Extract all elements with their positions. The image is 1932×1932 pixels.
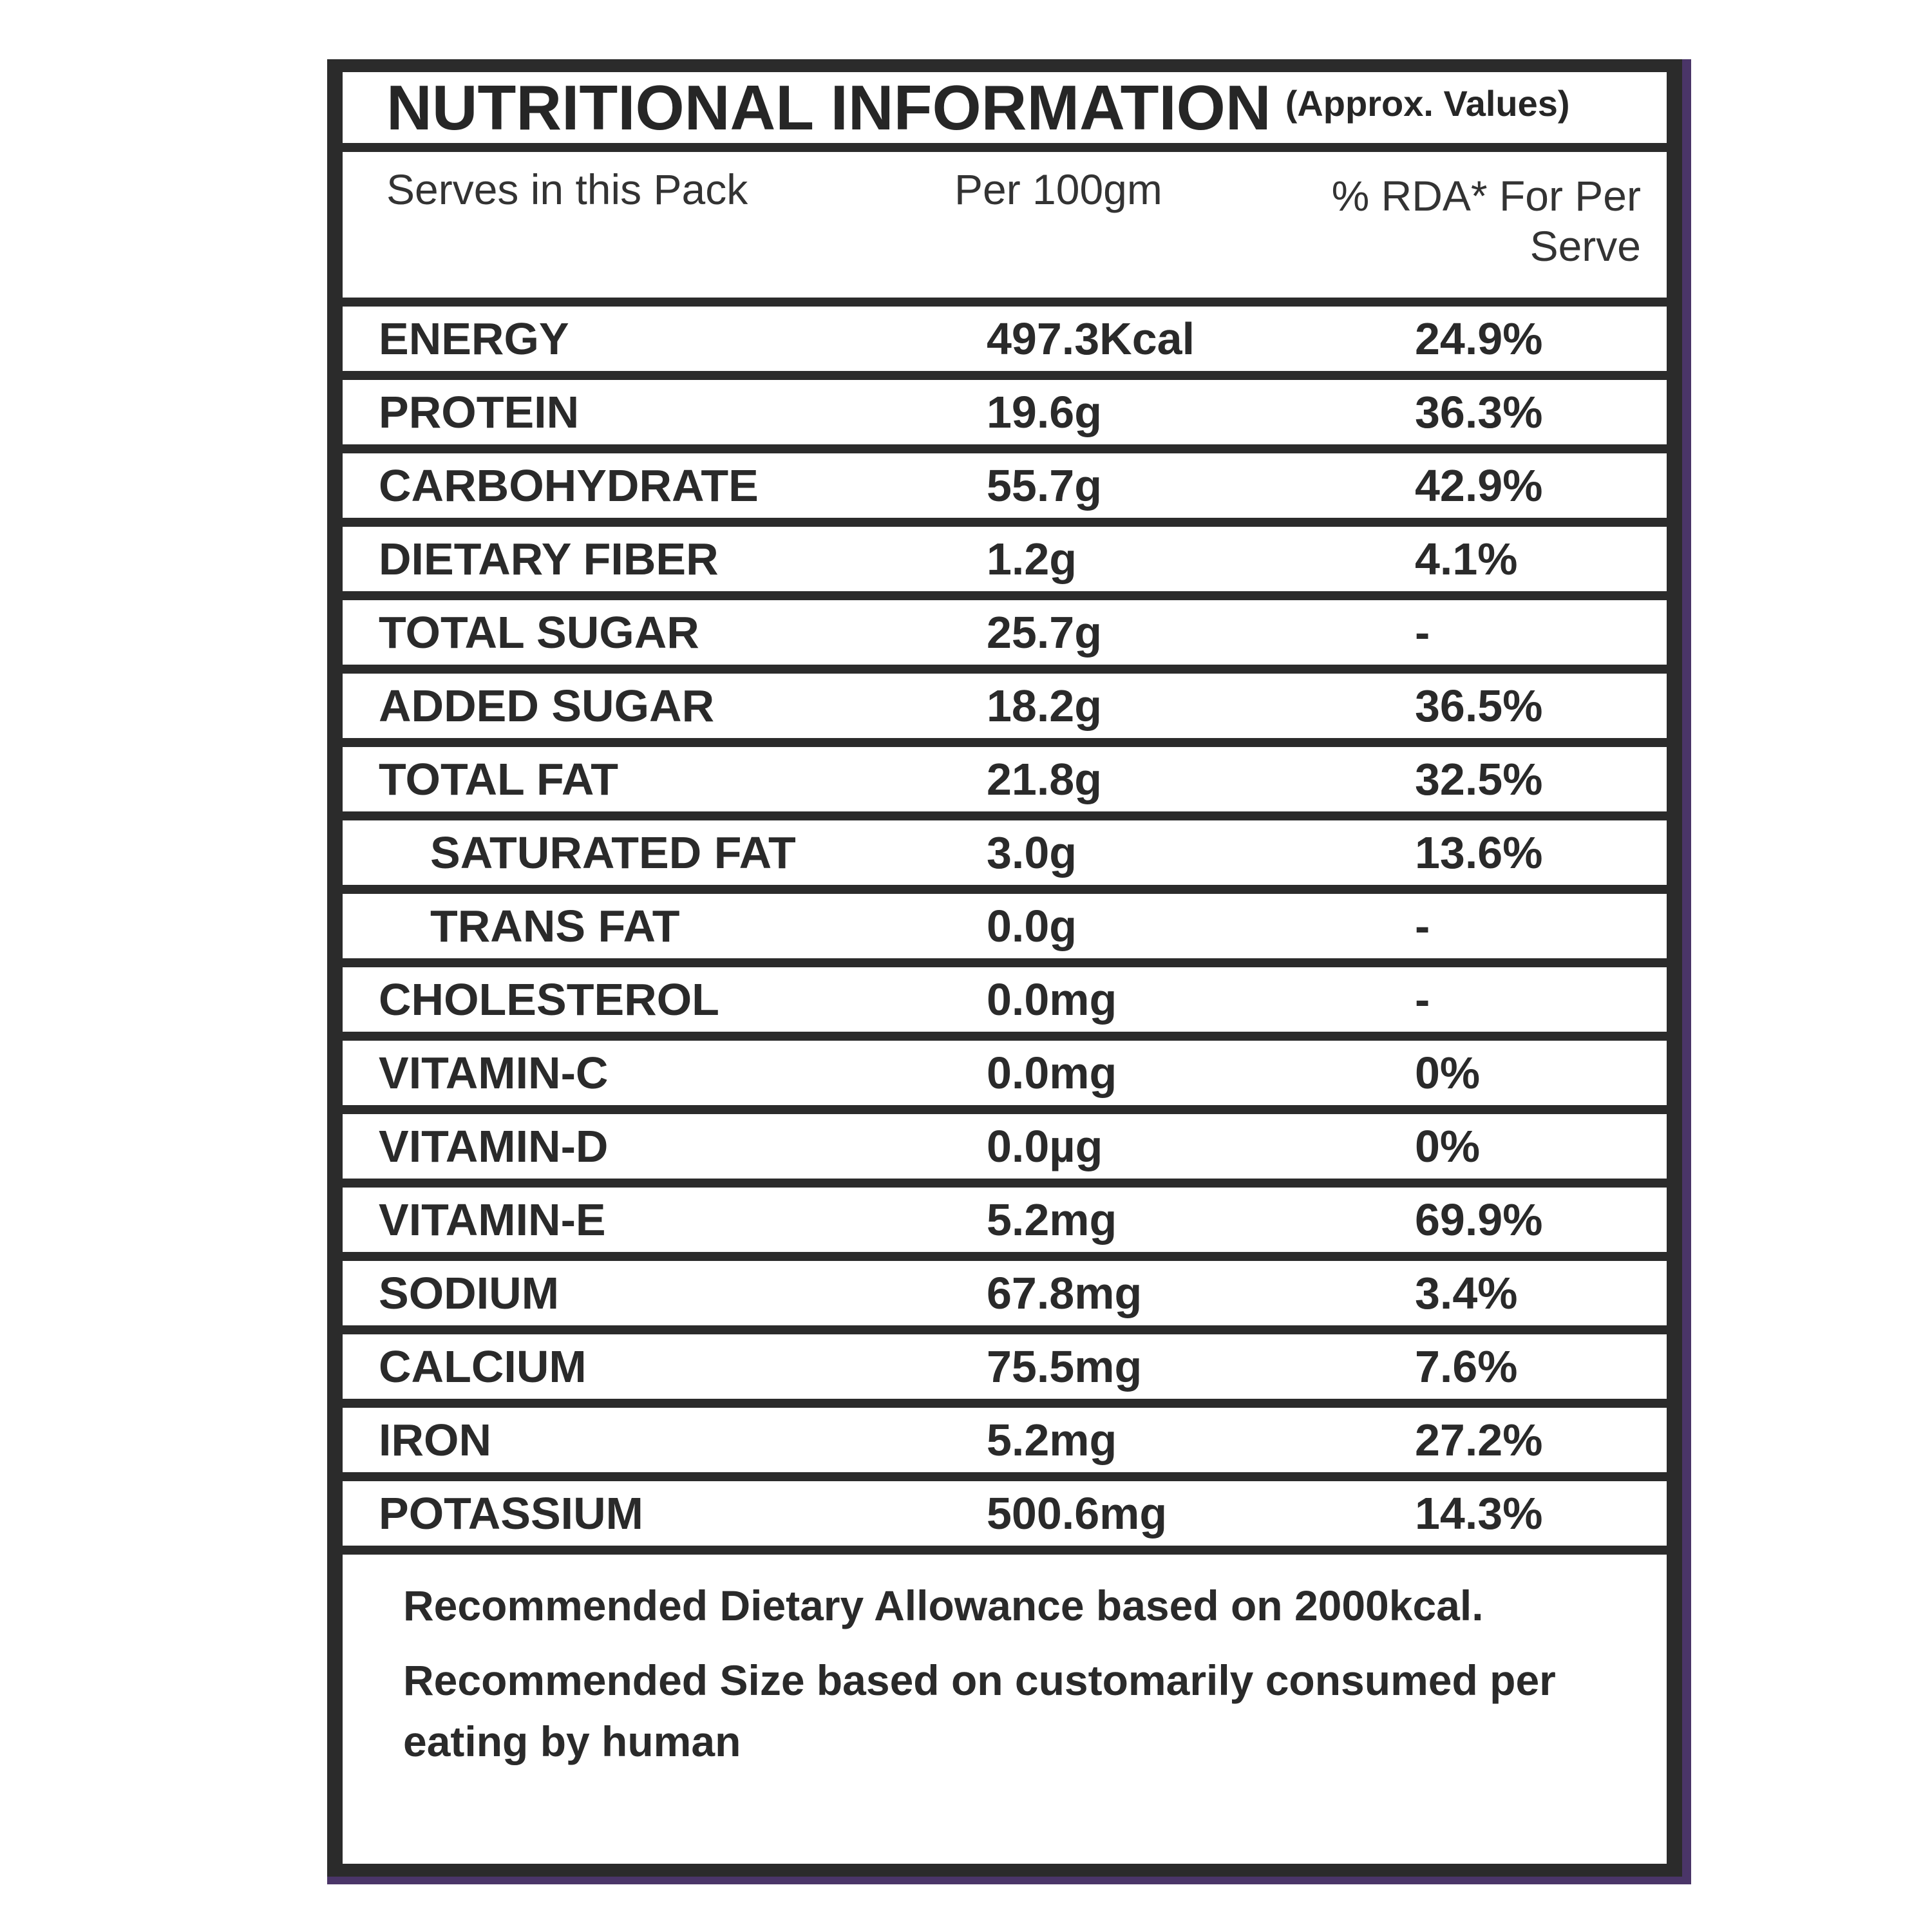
nutrient-name: DIETARY FIBER — [379, 534, 719, 584]
nutrient-name: IRON — [379, 1415, 491, 1465]
nutrient-rda: - — [1415, 607, 1430, 658]
table-row — [343, 307, 1667, 371]
footer-note-rda: Recommended Dietary Allowance based on 2000kcal. — [403, 1582, 1484, 1629]
nutrition-label — [327, 59, 1691, 1884]
table-row — [343, 1334, 1667, 1399]
table-row — [343, 453, 1667, 518]
nutrient-value: 0.0µg — [987, 1121, 1103, 1171]
nutrition-label-inner — [343, 72, 1667, 1864]
nutrient-rda: 0% — [1415, 1048, 1481, 1098]
nutrient-name: VITAMIN-D — [379, 1121, 609, 1171]
footer-notes — [343, 1555, 1667, 1864]
nutrient-name: ADDED SUGAR — [379, 681, 715, 731]
header-rda-line1: % RDA* For Per — [1331, 172, 1641, 220]
nutrient-value: 497.3Kcal — [987, 314, 1195, 364]
nutrient-rda: 27.2% — [1415, 1415, 1543, 1465]
table-row — [343, 1408, 1667, 1472]
nutrient-name: CARBOHYDRATE — [379, 460, 759, 511]
table-row — [343, 820, 1667, 885]
nutrient-rda: - — [1415, 901, 1430, 951]
nutrient-name: ENERGY — [379, 314, 569, 364]
title-subtitle: (Approx. Values) — [1285, 83, 1570, 124]
nutrient-name: TOTAL FAT — [379, 754, 619, 804]
nutrient-name: CALCIUM — [379, 1341, 587, 1392]
column-header — [343, 152, 1667, 298]
nutrient-value: 19.6g — [987, 387, 1102, 437]
nutrient-rda: 14.3% — [1415, 1488, 1543, 1539]
nutrient-value: 5.2mg — [987, 1195, 1117, 1245]
table-row — [343, 527, 1667, 591]
nutrient-rda: 0% — [1415, 1121, 1481, 1171]
header-rda — [1242, 171, 1641, 272]
nutrient-name: VITAMIN-E — [379, 1195, 606, 1245]
table-row — [343, 380, 1667, 444]
nutrient-rda: 13.6% — [1415, 828, 1543, 878]
nutrient-value: 18.2g — [987, 681, 1102, 731]
nutrient-rda: 4.1% — [1415, 534, 1518, 584]
nutrient-value: 1.2g — [987, 534, 1077, 584]
table-row — [343, 1261, 1667, 1325]
table-row — [343, 1041, 1667, 1105]
table-row — [343, 894, 1667, 958]
nutrient-rda: 3.4% — [1415, 1268, 1518, 1318]
nutrient-value: 0.0mg — [987, 1048, 1117, 1098]
header-serves: Serves in this Pack — [386, 166, 748, 213]
nutrient-rda: 69.9% — [1415, 1195, 1543, 1245]
nutrient-name: CHOLESTEROL — [379, 974, 719, 1025]
header-per100: Per 100gm — [954, 166, 1162, 213]
nutrient-rda: - — [1415, 974, 1430, 1025]
nutrient-rda: 24.9% — [1415, 314, 1543, 364]
nutrient-value: 3.0g — [987, 828, 1077, 878]
nutrient-value: 67.8mg — [987, 1268, 1142, 1318]
table-row — [343, 1481, 1667, 1546]
footer-note-size: Recommended Size based on customarily consumed per eating by human — [403, 1656, 1556, 1766]
nutrient-value: 25.7g — [987, 607, 1102, 658]
nutrient-value: 0.0mg — [987, 974, 1117, 1025]
nutrient-name: PROTEIN — [379, 387, 580, 437]
page-title: NUTRITIONAL INFORMATION — [386, 72, 1271, 143]
table-row — [343, 674, 1667, 738]
nutrient-value: 500.6mg — [987, 1488, 1168, 1539]
nutrient-rda: 42.9% — [1415, 460, 1543, 511]
table-row — [343, 967, 1667, 1032]
nutrient-name: TOTAL SUGAR — [379, 607, 699, 658]
nutrient-rda: 32.5% — [1415, 754, 1543, 804]
table-row — [343, 1114, 1667, 1179]
table-row — [343, 747, 1667, 811]
nutrient-name: SODIUM — [379, 1268, 559, 1318]
nutrient-rda: 36.3% — [1415, 387, 1543, 437]
nutrient-value: 55.7g — [987, 460, 1102, 511]
nutrient-name: POTASSIUM — [379, 1488, 643, 1539]
nutrient-name: VITAMIN-C — [379, 1048, 609, 1098]
nutrient-value: 5.2mg — [987, 1415, 1117, 1465]
header-rda-line2: Serve — [1530, 222, 1641, 270]
nutrient-name: TRANS FAT — [430, 901, 680, 951]
nutrient-value: 21.8g — [987, 754, 1102, 804]
nutrient-value: 0.0g — [987, 901, 1077, 951]
nutrient-rda: 36.5% — [1415, 681, 1543, 731]
nutrient-value: 75.5mg — [987, 1341, 1142, 1392]
title-bar — [343, 72, 1667, 143]
table-row — [343, 1188, 1667, 1252]
nutrient-name: SATURATED FAT — [430, 828, 796, 878]
nutrient-rda: 7.6% — [1415, 1341, 1518, 1392]
table-row — [343, 600, 1667, 665]
